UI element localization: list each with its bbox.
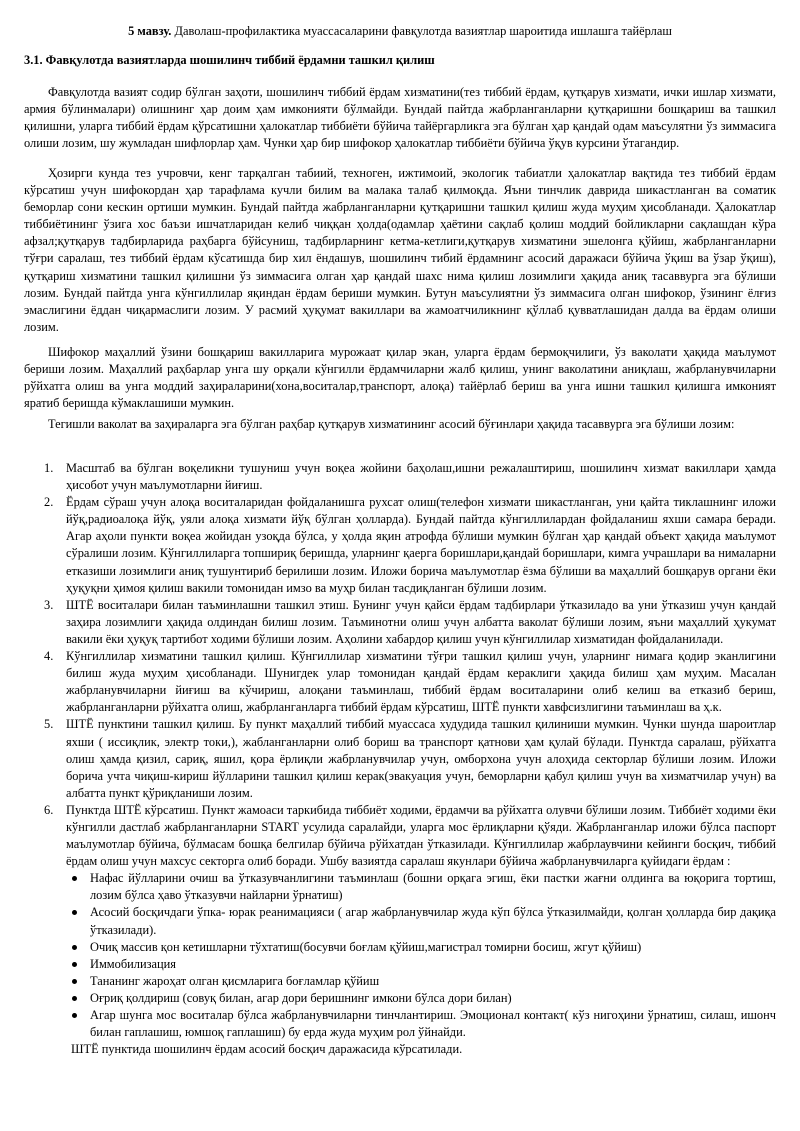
paragraph: Шифокор маҳаллий ўзини бошқариш вакилларига мурожаат қилар экан, уларга ёрдам бермоқчилиги, ўз ваколати ҳақида маълумот бериши лозим. Маҳаллий раҳбарлар унга шу орқали кўнгилли ёрдамчиларни жалб қилиш, унинг ваколатини аниқлаш, жабрланувчиларни рўйхатга олиш ва унга моддий заҳираларини(хона,воситалар,транспорт, алоқа) тайёрлаб бериш ва унга ишни ташкил қилишга имконият яратиб беришда кўмаклашиши мумкин. — [24, 345, 776, 411]
bullet-item — [66, 870, 776, 904]
list-number: 2. — [44, 495, 54, 510]
bullet-list — [66, 870, 776, 1041]
list-item — [24, 716, 776, 801]
bullet-text: Тананинг жароҳат олган қисмларига боғламлар қўйиш — [90, 973, 380, 988]
bullet-dot-icon — [72, 979, 77, 984]
section-heading: 3.1. Фавқулотда вазиятларда шошилинч тиббий ёрдамни ташкил қилиш — [24, 53, 435, 67]
list-item — [24, 460, 776, 494]
bullet-dot-icon — [72, 962, 77, 967]
bullet-item — [66, 1007, 776, 1041]
document-title — [0, 23, 800, 40]
paragraph: Ҳозирги кунда тез учровчи, кенг тарқалган табиий, техноген, ижтимоий, экологик табиатли ҳалокатлар вақтида тез тиббий ёрдам кўрсатиш учун шифокордан ҳар тарафлама кучли билим ва малака талаб қилмоқда. Яъни тинчлик даврида шикастланган ва соматик беморлар сони кескин ортиши мумкин. Бундай пайтда жабрланганларни қутқаришни ташкил қилиш жуда муҳим ҳисобланади. Ҳалокатлар тиббиётининг ўзига хос баъзи ишчатларидан келиб чиққан ҳолда(одамлар ҳаётини сақлаб қолиш моддий бойликларни сақлашдан кўра афзал;қутқарув тадбирларида раҳбарга бўйсуниш, тадбирларнинг кетма-кетлиги,қутқарув хизматини эшелонга қўйиш, жабрланганларни тўғри саралаш, тез тиббий ёрдам кўсатишда бир хил ёндашув, шошилинч тибий ёрдамнинг асосий даражаси бўйича ўқиш ва ўзар ўқиш), қутқариш хизматини ташкил қилишни ўз зиммасига олган ҳар қандай шахс нима қилиш лозимлиги ҳақида аниқ тасаввурга эга бўлиши лозим. Бундай пайтда унга кўнгиллилар яқиндан ёрдам бериши мумкин. Бутун маъсулиятни ўз зиммасига олган шифокор, ўзининг ёлғиз эмаслигини ёддан чиқармаслиги лозим. У расмий ҳуқумат вакиллари ва жамоатчиликнинг қўллаб қувватлашидан далда ва ёрдам олиши лозим. — [24, 166, 776, 334]
list-item — [24, 648, 776, 716]
bullet-dot-icon — [72, 1013, 77, 1018]
numbered-list — [24, 460, 776, 1058]
list-item-text: ШТЁ пунктини ташкил қилиш. Бу пункт маҳаллий тиббий муассаса худудида ташкил қилиниши мумкин. Чунки шунда шароитлар яхши ( иссиқлик, электр токи,), жабланганларни олиб бориш ва транспорт қатнови ҳам қулай бўлади. Пунктда саралаш, рўйхатга олиш ҳамда қизил, сариқ, яшил, қора ёрлиқли жабрланувчилар учун, омборхона учун алоҳида секторлар бўлиши лозим. Иложи борича учта чиқиш-кириш йўлларини ташкил қилиш керак(эвакуация учун, беморларни қабул қилиш учун ва хизматчилар учун) ва албатта пункт қўриқланиши лозим. — [66, 717, 776, 800]
bullet-text: Асосий босқичдаги ўпка- юрак реанимацияси ( агар жабрланувчилар жуда кўп бўлса ўтказилмайди, қолган ҳолларда бир дақиқа ўтказилади). — [90, 905, 776, 937]
bullet-text: Агар шунга мос воситалар бўлса жабрланувчиларни тинчлантириш. Эмоционал контакт( кўз нигоҳини ўрнатиш, силаш, ишонч билан гаплашиш, юмшоқ гаплашиш) бу ерда жуда муҳим рол ўйнайди. — [90, 1008, 776, 1040]
bullet-item — [66, 990, 776, 1007]
bullet-item — [66, 939, 776, 956]
bullet-item — [66, 973, 776, 990]
list-item — [24, 494, 776, 597]
bullet-dot-icon — [72, 910, 77, 915]
bullet-item — [66, 956, 776, 973]
list-number: 6. — [44, 802, 54, 817]
list-item-text: Кўнгиллилар хизматини ташкил қилиш. Кўнгиллилар хизматини тўғри ташкил қилиш учун, уларнинг нимага қодир эканлигини билиш жуда муҳим ҳисобланади. Шунигдек улар томонидан қандай ёрдам кераклиги ҳақида билиш ҳам муҳим. Масалан жабрланувчиларни йиғиш ва кўчириш, алоқани таъминлаш, тиббий ёрдам воситаларини олиб келиш ва етказиб бериш, жабрланганларни рўйхатга олиш, жабрланганларга тиббий ёрдам кўрсатиш, ШТЁ пункти хавфсизлигини таъминлаш ва ҳ.к. — [66, 649, 776, 715]
paragraph: Фавқулотда вазият содир бўлган заҳоти, шошилинч тиббий ёрдам хизматини(тез тиббий ёрдам, қутқарув хизмати, ички ишлар хизмати, армия бўлинмалари) олишнинг ҳар доим ҳам имконияти бўлмайди. Бундай пайтда жабрланганларни қутқаришни бошқариш ва ташкил қилишни, уларга тиббий ёрдам қўрсатишни ҳалокатлар тиббиёти бўйича тайёргарликга эга бўлган ҳар қандай одам маъсулятни ўз зиммасига олиши лозим, шу жумладан шифлорлар ҳам. Чунки ҳар бир шифокор ҳалокатлар тиббиёти бўйича ўқув курсини ўтагандир. — [24, 85, 776, 151]
bullet-text: Очиқ массив қон кетишларни тўхтатиш(босувчи боғлам қўйиш,магистрал томирни босиш, жгут қўйиш) — [90, 939, 642, 954]
topic-label: 5 мавзу. — [128, 24, 172, 38]
list-number: 5. — [44, 717, 54, 732]
closing-line: ШТЁ пунктида шошилинч ёрдам асосий босқич даражасида кўрсатилади. — [71, 1042, 463, 1057]
list-item-text: Пунктда ШТЁ кўрсатиш. Пункт жамоаси таркибида тиббиёт ходими, ёрдамчи ва рўйхатга олувчи бўлиши лозим. Тиббиёт ходими ёки кўнгилли дастлаб жабрланганларни START усулида саралайди, уларга мос ёрлиқларни қўяди. Жабрланганлар иложи бўлса паспорт маълумотлар бўйича, бўлмасам бошқа белгилар бўйича рўйхатдан ўтказилади. Кўнгиллилар жабрлаувчини кейинги босқич, тиббий ёрдам олиш учун махсус секторга олиб боради. Ушбу вазиятда саралаш якунлари бўйича жабрланувчиларга қуйидаги ёрдам : — [66, 802, 776, 869]
list-item — [24, 802, 776, 1058]
bullet-text: Нафас йўлларини очиш ва ўтказувчанлигини таъминлаш (бошни орқага эгиш, ёки пастки жағни олдинга ва юқорига тортиш, лозим бўлса ҳаво ўтказувчи найларни ўрнатиш) — [90, 871, 776, 903]
bullet-dot-icon — [72, 876, 77, 881]
list-number: 4. — [44, 649, 54, 664]
bullet-text: Иммобилизация — [90, 956, 176, 971]
list-item-text: Масштаб ва бўлган воқеликни тушуниш учун воқеа жойини баҳолаш,ишни режалаштириш, шошилинч хизмат вакиллари ҳамда ҳисобот учун маълумотларни йиғиш. — [66, 461, 776, 493]
list-item — [24, 597, 776, 648]
bullet-item — [66, 904, 776, 938]
bullet-dot-icon — [72, 945, 77, 950]
bullet-text: Оғриқ қолдириш (совуқ билан, агар дори беришнинг имкони бўлса дори билан) — [90, 990, 512, 1005]
paragraph: Тегишли ваколат ва заҳираларга эга бўлган раҳбар қутқарув хизматининг асосий бўғинлари ҳақида тасаввурга эга бўлиши лозим: — [48, 417, 735, 431]
topic-title: Даволаш-профилактика муассасаларини фавқулотда вазиятлар шароитида ишлашга тайёрлаш — [171, 24, 672, 38]
list-number: 3. — [44, 597, 54, 612]
list-number: 1. — [44, 461, 54, 475]
list-item-text: Ёрдам сўраш учун алоқа воситаларидан фойдаланишга рухсат олиш(телефон хизмати шикастланган, уни қайта тиклашнинг иложи йўқ,радиоалоқа йўқ, уяли алоқа хизмати йўқ бўлган ҳолларда). Бундай пайтда кўнгиллилардан фойдаланиш яхши самара беради. Агар аҳоли пункти воқеа жойидан узоқда бўлса, у ҳолда яқин атрофда бўлиши мумкин бўлган ҳар қандай объект ҳақида маълумот сўралиши лозим. Кўнгиллиларга топшириқ беришда, уларнинг қаерга боришлари,қандай боришлари, кимга учрашлари ва нималарни етказиши лозимлиги аниқ тушунтириб берилиши лозим. Иложи борича маълумотлар ёзма бўлиши ва маҳаллий бошқарув органи ёки ҳуқуқни ҳимоя қилиш вакили томонидан имзо ва муҳр билан тасдиқланган бўлиши лозим. — [66, 495, 776, 595]
list-item-text: ШТЁ воситалари билан таъминлашни ташкил этиш. Бунинг учун қайси ёрдам тадбирлари ўтказиладо ва уни ўтказиш учун қандай заҳира лозимлиги ҳақида олдиндан билиш лозим. Таъминотни олиш учун албатта ваколат бўлиши лозим, яъни маҳаллий ҳукумат вакили ёки ҳуқуқ тартибот ходими бўлиши лозим. Аҳолини хабардор қилиш учун кўнгиллилар хизматидан фойдаланилади. — [66, 597, 776, 646]
bullet-dot-icon — [72, 996, 77, 1001]
